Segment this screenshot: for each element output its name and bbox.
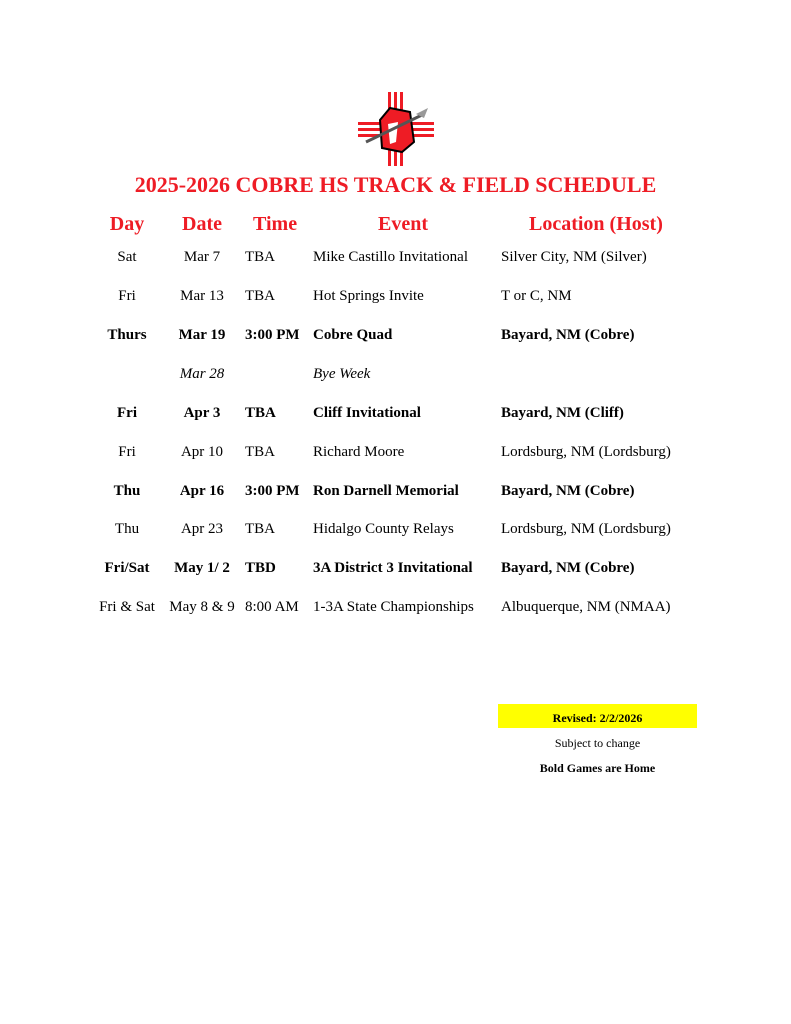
table-row [0, 366, 791, 386]
revised-date: Revised: 2/2/2026 [498, 704, 697, 728]
cell-location: Bayard, NM (Cobre) [501, 327, 635, 343]
cell-day: Fri [118, 444, 136, 460]
cell-date: Apr 10 [180, 444, 224, 460]
cell-date: Apr 23 [180, 521, 224, 537]
cell-date: May 1/ 2 [174, 560, 230, 576]
cell-date: Mar 28 [179, 366, 225, 382]
header-location: Location (Host) [529, 213, 663, 235]
cell-time: TBA [245, 249, 275, 265]
cell-time: TBA [245, 444, 275, 460]
cell-event: Cliff Invitational [313, 405, 421, 421]
page-title: 2025-2026 COBRE HS TRACK & FIELD SCHEDULE [134, 172, 657, 197]
subject-to-change-note: Subject to change [554, 736, 641, 750]
cell-day: Thu [113, 483, 141, 499]
cell-day: Sat [117, 249, 137, 265]
cell-date: Apr 16 [179, 483, 225, 499]
cell-event: 3A District 3 Invitational [313, 560, 473, 576]
cell-time: 3:00 PM [245, 483, 300, 499]
cell-event: Hot Springs Invite [313, 288, 424, 304]
cell-location: Albuquerque, NM (NMAA) [501, 599, 671, 615]
cell-day: Fri [117, 405, 137, 421]
cell-date: Mar 13 [180, 288, 224, 304]
cell-event: 1-3A State Championships [313, 599, 474, 615]
table-row [0, 521, 791, 541]
cell-event: Richard Moore [313, 444, 405, 460]
cell-time: TBA [245, 405, 276, 421]
cell-date: Mar 19 [178, 327, 226, 343]
cell-time: TBA [245, 288, 275, 304]
bold-home-note: Bold Games are Home [539, 761, 656, 775]
header-time: Time [253, 213, 298, 235]
table-row [0, 599, 791, 619]
cell-day: Thu [114, 521, 140, 537]
cell-date: Mar 7 [183, 249, 221, 265]
cell-date: May 8 & 9 [169, 599, 235, 615]
cell-day: Fri & Sat [99, 599, 155, 615]
table-row [0, 249, 791, 269]
cell-day: Fri/Sat [104, 560, 150, 576]
cell-event: Cobre Quad [313, 327, 393, 343]
cell-day: Thurs [107, 327, 147, 343]
cell-time: 3:00 PM [245, 327, 300, 343]
table-row [0, 288, 791, 308]
cell-time: TBD [245, 560, 276, 576]
table-row [0, 444, 791, 464]
cell-location: Bayard, NM (Cobre) [501, 483, 635, 499]
cell-day: Fri [118, 288, 136, 304]
cell-location: T or C, NM [501, 288, 572, 304]
header-event: Event [378, 213, 428, 235]
cobre-logo-icon [358, 92, 434, 166]
table-row [0, 327, 791, 347]
cell-location: Bayard, NM (Cliff) [501, 405, 624, 421]
cell-location: Silver City, NM (Silver) [501, 249, 647, 265]
cell-event: Bye Week [313, 366, 371, 382]
header-day: Day [109, 213, 145, 235]
cell-event: Mike Castillo Invitational [313, 249, 468, 265]
cell-event: Hidalgo County Relays [313, 521, 454, 537]
cell-time: 8:00 AM [245, 599, 299, 615]
table-row [0, 560, 791, 580]
cell-event: Ron Darnell Memorial [313, 483, 459, 499]
cell-location: Lordsburg, NM (Lordsburg) [501, 444, 671, 460]
cell-location: Bayard, NM (Cobre) [501, 560, 635, 576]
table-row [0, 405, 791, 425]
cell-time: TBA [245, 521, 275, 537]
cell-date: Apr 3 [183, 405, 221, 421]
cell-location: Lordsburg, NM (Lordsburg) [501, 521, 671, 537]
table-row [0, 483, 791, 503]
header-date: Date [182, 213, 222, 235]
